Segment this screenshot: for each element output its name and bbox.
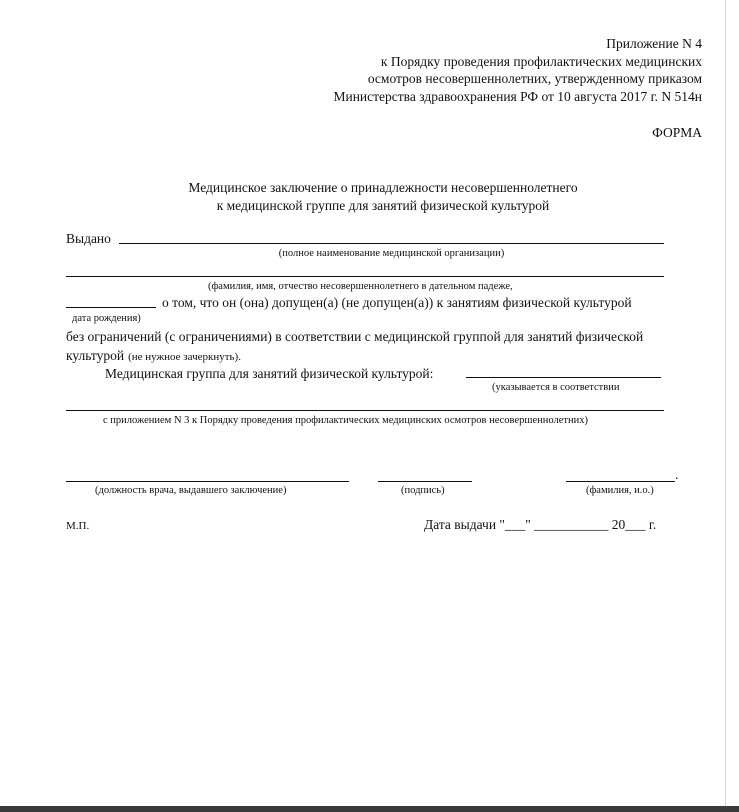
title-line-2: к медицинской группе для занятий физической культурой (216, 198, 550, 213)
doctor-position-hint: (должность врача, выдавшего заключение) (95, 485, 287, 496)
medical-group-hint: (указывается в соответствии (492, 382, 620, 393)
header-line-1: к Порядку проведения профилактических медицинских (380, 54, 702, 69)
restrictions-line-1: без ограничений (с ограничениями) в соответствии с медицинской группой для занятий физической (66, 329, 644, 344)
patient-name-hint: (фамилия, имя, отчество несовершеннолетнего в дательном падеже, (208, 281, 513, 292)
appendix-number: Приложение N 4 (606, 36, 702, 51)
medical-group-line-2[interactable] (66, 410, 664, 411)
issued-label: Выдано (66, 231, 111, 246)
birth-date-line[interactable] (66, 307, 156, 308)
patient-name-line[interactable] (66, 276, 664, 277)
organization-hint: (полное наименование медицинской организации) (278, 248, 505, 259)
form-label: ФОРМА (652, 125, 702, 140)
organization-line[interactable] (119, 243, 664, 244)
medical-group-line[interactable] (466, 377, 661, 378)
name-line-dot: . (675, 467, 679, 482)
signature-hint: (подпись) (401, 485, 445, 496)
restrictions-line-2 (66, 347, 241, 365)
medical-group-hint-cont: с приложением N 3 к Порядку проведения профилактических медицинских осмотров несовершеннолетних) (103, 415, 588, 426)
doctor-name-line[interactable] (566, 481, 675, 482)
birth-date-hint: дата рождения) (72, 313, 141, 324)
header-line-2: осмотров несовершеннолетних, утвержденному приказом (367, 71, 702, 86)
admission-text: о том, что он (она) допущен(а) (не допущен(а)) к занятиям физической культурой (162, 295, 632, 310)
doctor-name-hint: (фамилия, и.о.) (586, 485, 654, 496)
strike-note: (не нужное зачеркнуть). (128, 351, 241, 363)
stamp-place: М.П. (66, 520, 90, 532)
issue-date: Дата выдачи "___" ___________ 20___ г. (424, 517, 657, 532)
bottom-bar (0, 806, 739, 812)
header-line-3: Министерства здравоохранения РФ от 10 августа 2017 г. N 514н (333, 89, 702, 104)
medical-group-label: Медицинская группа для занятий физической культурой: (105, 366, 434, 381)
restrictions-word: культурой (66, 348, 125, 363)
doctor-position-line[interactable] (66, 481, 349, 482)
signature-line[interactable] (378, 481, 472, 482)
title-line-1: Медицинское заключение о принадлежности несовершеннолетнего (188, 180, 578, 195)
page-edge (725, 0, 726, 812)
